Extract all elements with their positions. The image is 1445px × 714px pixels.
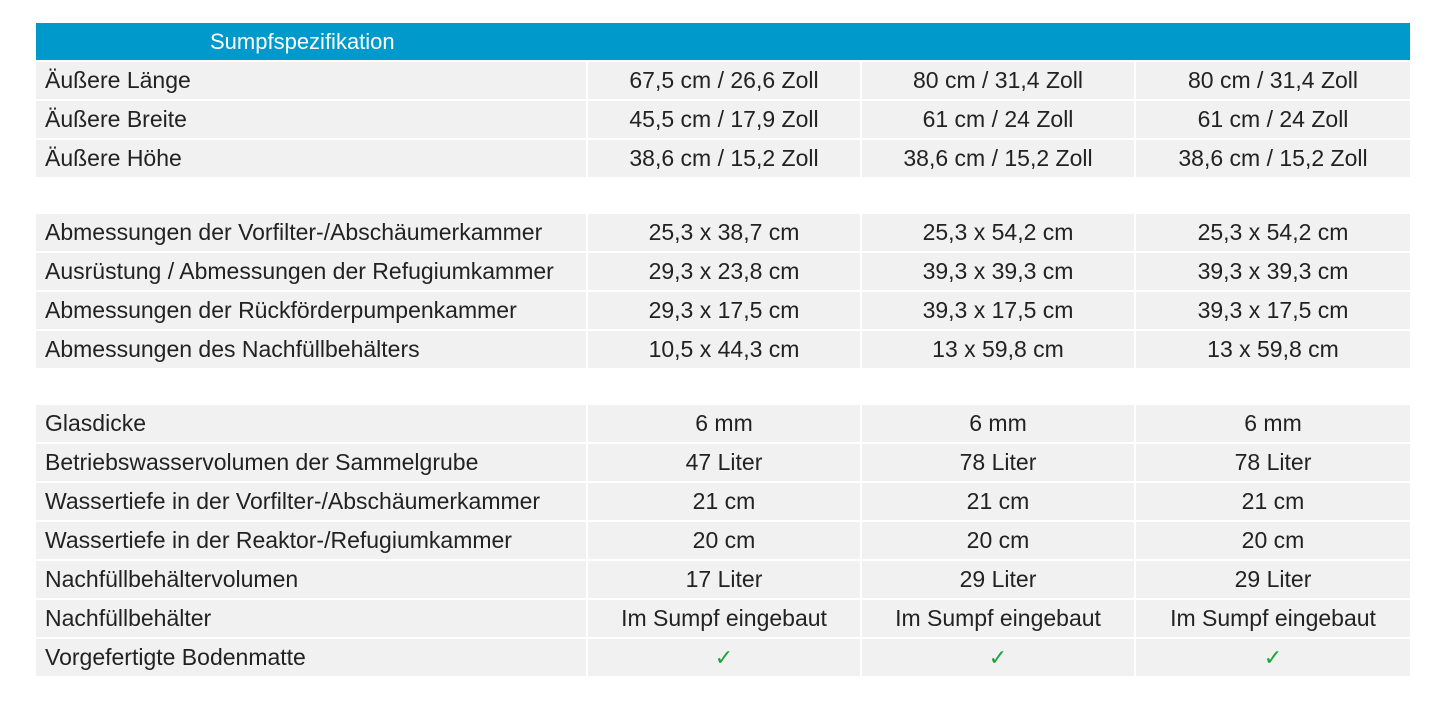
table-row <box>36 253 1410 290</box>
spec-group-chambers <box>36 214 1410 368</box>
row-label: Abmessungen der Vorfilter-/Abschäumerkammer <box>36 214 586 251</box>
row-value: 10,5 x 44,3 cm <box>588 331 860 368</box>
table-row <box>36 600 1410 637</box>
checkmark-icon: ✓ <box>1263 646 1283 671</box>
table-row <box>36 561 1410 598</box>
row-value: 47 Liter <box>588 444 860 481</box>
row-value: 29,3 x 23,8 cm <box>588 253 860 290</box>
row-label: Abmessungen des Nachfüllbehälters <box>36 331 586 368</box>
row-value: 20 cm <box>588 522 860 559</box>
row-value: Im Sumpf eingebaut <box>1136 600 1410 637</box>
row-value: 6 mm <box>588 405 860 442</box>
row-value: 25,3 x 54,2 cm <box>862 214 1134 251</box>
row-label: Betriebswasservolumen der Sammelgrube <box>36 444 586 481</box>
row-value: 39,3 x 39,3 cm <box>1136 253 1410 290</box>
table-row <box>36 62 1410 99</box>
row-value: 21 cm <box>1136 483 1410 520</box>
row-label: Ausrüstung / Abmessungen der Refugiumkammer <box>36 253 586 290</box>
row-label: Wassertiefe in der Reaktor-/Refugiumkammer <box>36 522 586 559</box>
table-row <box>36 331 1410 368</box>
row-value: 61 cm / 24 Zoll <box>1136 101 1410 138</box>
table-row <box>36 639 1410 676</box>
table-row <box>36 405 1410 442</box>
row-value: 6 mm <box>1136 405 1410 442</box>
row-label: Wassertiefe in der Vorfilter-/Abschäumerkammer <box>36 483 586 520</box>
row-value: 78 Liter <box>862 444 1134 481</box>
check-cell <box>588 639 860 676</box>
check-cell <box>862 639 1134 676</box>
table-row <box>36 483 1410 520</box>
row-value: 80 cm / 31,4 Zoll <box>862 62 1134 99</box>
table-row <box>36 214 1410 251</box>
row-value: 21 cm <box>588 483 860 520</box>
row-value: 25,3 x 54,2 cm <box>1136 214 1410 251</box>
row-label: Äußere Breite <box>36 101 586 138</box>
row-value: 38,6 cm / 15,2 Zoll <box>1136 140 1410 177</box>
row-value: Im Sumpf eingebaut <box>588 600 860 637</box>
row-value: 39,3 x 17,5 cm <box>1136 292 1410 329</box>
row-value: 17 Liter <box>588 561 860 598</box>
row-value: 45,5 cm / 17,9 Zoll <box>588 101 860 138</box>
row-label: Äußere Höhe <box>36 140 586 177</box>
table-title: Sumpfspezifikation <box>210 29 395 54</box>
row-value: 29 Liter <box>1136 561 1410 598</box>
table-header <box>36 23 1410 60</box>
table-row <box>36 140 1410 177</box>
row-value: 29,3 x 17,5 cm <box>588 292 860 329</box>
spec-group-dimensions <box>36 62 1410 177</box>
row-value: 13 x 59,8 cm <box>862 331 1134 368</box>
check-cell <box>1136 639 1410 676</box>
row-value: 21 cm <box>862 483 1134 520</box>
row-value: 29 Liter <box>862 561 1134 598</box>
row-label: Abmessungen der Rückförderpumpenkammer <box>36 292 586 329</box>
spec-table <box>36 23 1410 678</box>
row-label: Nachfüllbehälter <box>36 600 586 637</box>
row-value: 6 mm <box>862 405 1134 442</box>
row-value: 13 x 59,8 cm <box>1136 331 1410 368</box>
row-value: Im Sumpf eingebaut <box>862 600 1134 637</box>
table-row <box>36 522 1410 559</box>
row-value: 38,6 cm / 15,2 Zoll <box>862 140 1134 177</box>
row-label: Glasdicke <box>36 405 586 442</box>
row-label: Nachfüllbehältervolumen <box>36 561 586 598</box>
row-value: 80 cm / 31,4 Zoll <box>1136 62 1410 99</box>
row-value: 39,3 x 39,3 cm <box>862 253 1134 290</box>
checkmark-icon: ✓ <box>714 646 734 671</box>
spec-group-water <box>36 405 1410 676</box>
table-row <box>36 444 1410 481</box>
row-value: 39,3 x 17,5 cm <box>862 292 1134 329</box>
row-value: 61 cm / 24 Zoll <box>862 101 1134 138</box>
row-value: 67,5 cm / 26,6 Zoll <box>588 62 860 99</box>
row-value: 20 cm <box>862 522 1134 559</box>
row-label: Vorgefertigte Bodenmatte <box>36 639 586 676</box>
row-label: Äußere Länge <box>36 62 586 99</box>
checkmark-icon: ✓ <box>988 646 1008 671</box>
row-value: 25,3 x 38,7 cm <box>588 214 860 251</box>
table-row <box>36 292 1410 329</box>
row-value: 38,6 cm / 15,2 Zoll <box>588 140 860 177</box>
table-row <box>36 101 1410 138</box>
row-value: 78 Liter <box>1136 444 1410 481</box>
row-value: 20 cm <box>1136 522 1410 559</box>
